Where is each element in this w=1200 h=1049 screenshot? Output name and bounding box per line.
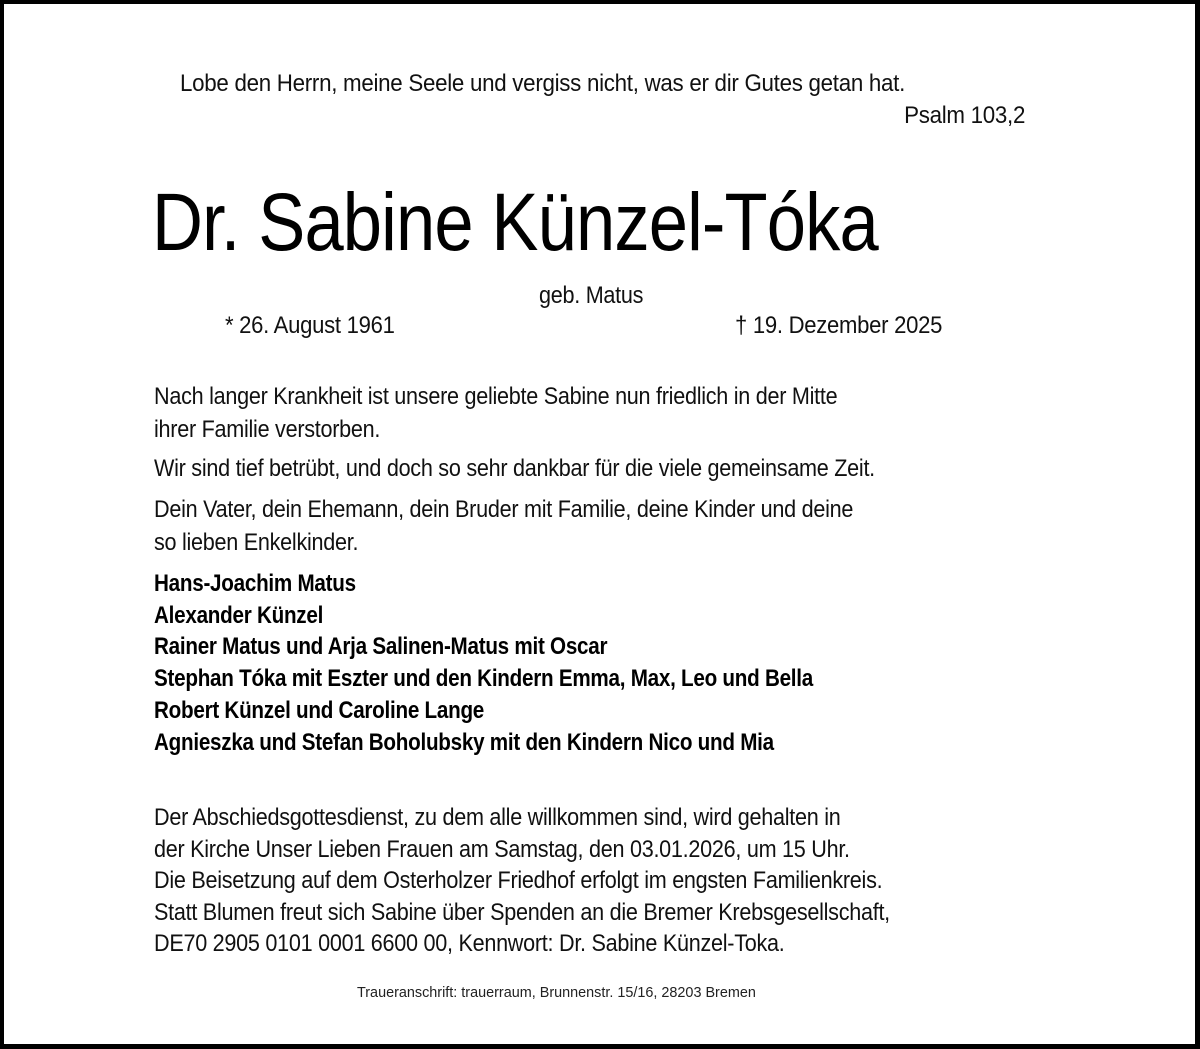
mourner-entry: Agnieszka und Stefan Boholubsky mit den Kindern Nico und Mia bbox=[154, 728, 774, 756]
death-date: † 19. Dezember 2025 bbox=[735, 312, 943, 339]
text-line: Statt Blumen freut sich Sabine über Spenden an die Bremer Krebsgesellschaft, bbox=[154, 898, 890, 926]
text-line: Dein Vater, dein Ehemann, dein Bruder mit Familie, deine Kinder und deine bbox=[154, 496, 854, 523]
family-intro-paragraph bbox=[154, 493, 853, 559]
mourner-entry: Robert Künzel und Caroline Lange bbox=[154, 696, 485, 724]
announcement-paragraph bbox=[154, 380, 837, 446]
birth-date: * 26. August 1961 bbox=[225, 312, 395, 339]
mourner-entry: Rainer Matus und Arja Salinen-Matus mit Oscar bbox=[154, 633, 608, 661]
text-line: so lieben Enkelkinder. bbox=[154, 529, 359, 556]
text-line: der Kirche Unser Lieben Frauen am Samstag, den 03.01.2026, um 15 Uhr. bbox=[154, 835, 850, 863]
mourner-entry: Stephan Tóka mit Eszter und den Kindern Emma, Max, Leo und Bella bbox=[154, 665, 813, 693]
service-information bbox=[154, 802, 890, 960]
deceased-name: Dr. Sabine Künzel-Tóka bbox=[152, 177, 878, 268]
text-line: Die Beisetzung auf dem Osterholzer Friedhof erfolgt im engsten Familienkreis. bbox=[154, 867, 883, 894]
mourner-entry: Alexander Künzel bbox=[154, 601, 324, 629]
text-line: Nach langer Krankheit ist unsere geliebte Sabine nun friedlich in der Mitte bbox=[154, 383, 838, 410]
text-line: ihrer Familie verstorben. bbox=[154, 416, 381, 443]
text-line: DE70 2905 0101 0001 6600 00, Kennwort: Dr. Sabine Künzel-Toka. bbox=[154, 930, 785, 957]
mourner-entry: Hans-Joachim Matus bbox=[154, 570, 356, 597]
text-line: Der Abschiedsgottesdienst, zu dem alle willkommen sind, wird gehalten in bbox=[154, 804, 841, 831]
verse-source: Psalm 103,2 bbox=[903, 102, 1025, 129]
text-line: Wir sind tief betrübt, und doch so sehr dankbar für die viele gemeinsame Zeit. bbox=[154, 455, 875, 482]
gratitude-paragraph bbox=[154, 452, 875, 485]
maiden-name: geb. Matus bbox=[539, 282, 644, 309]
mourning-address: Traueranschrift: trauerraum, Brunnenstr. 15/16, 28203 Bremen bbox=[357, 984, 756, 1001]
mourners-list bbox=[154, 568, 813, 758]
bible-verse: Lobe den Herrn, meine Seele und vergiss nicht, was er dir Gutes getan hat. bbox=[180, 70, 906, 97]
